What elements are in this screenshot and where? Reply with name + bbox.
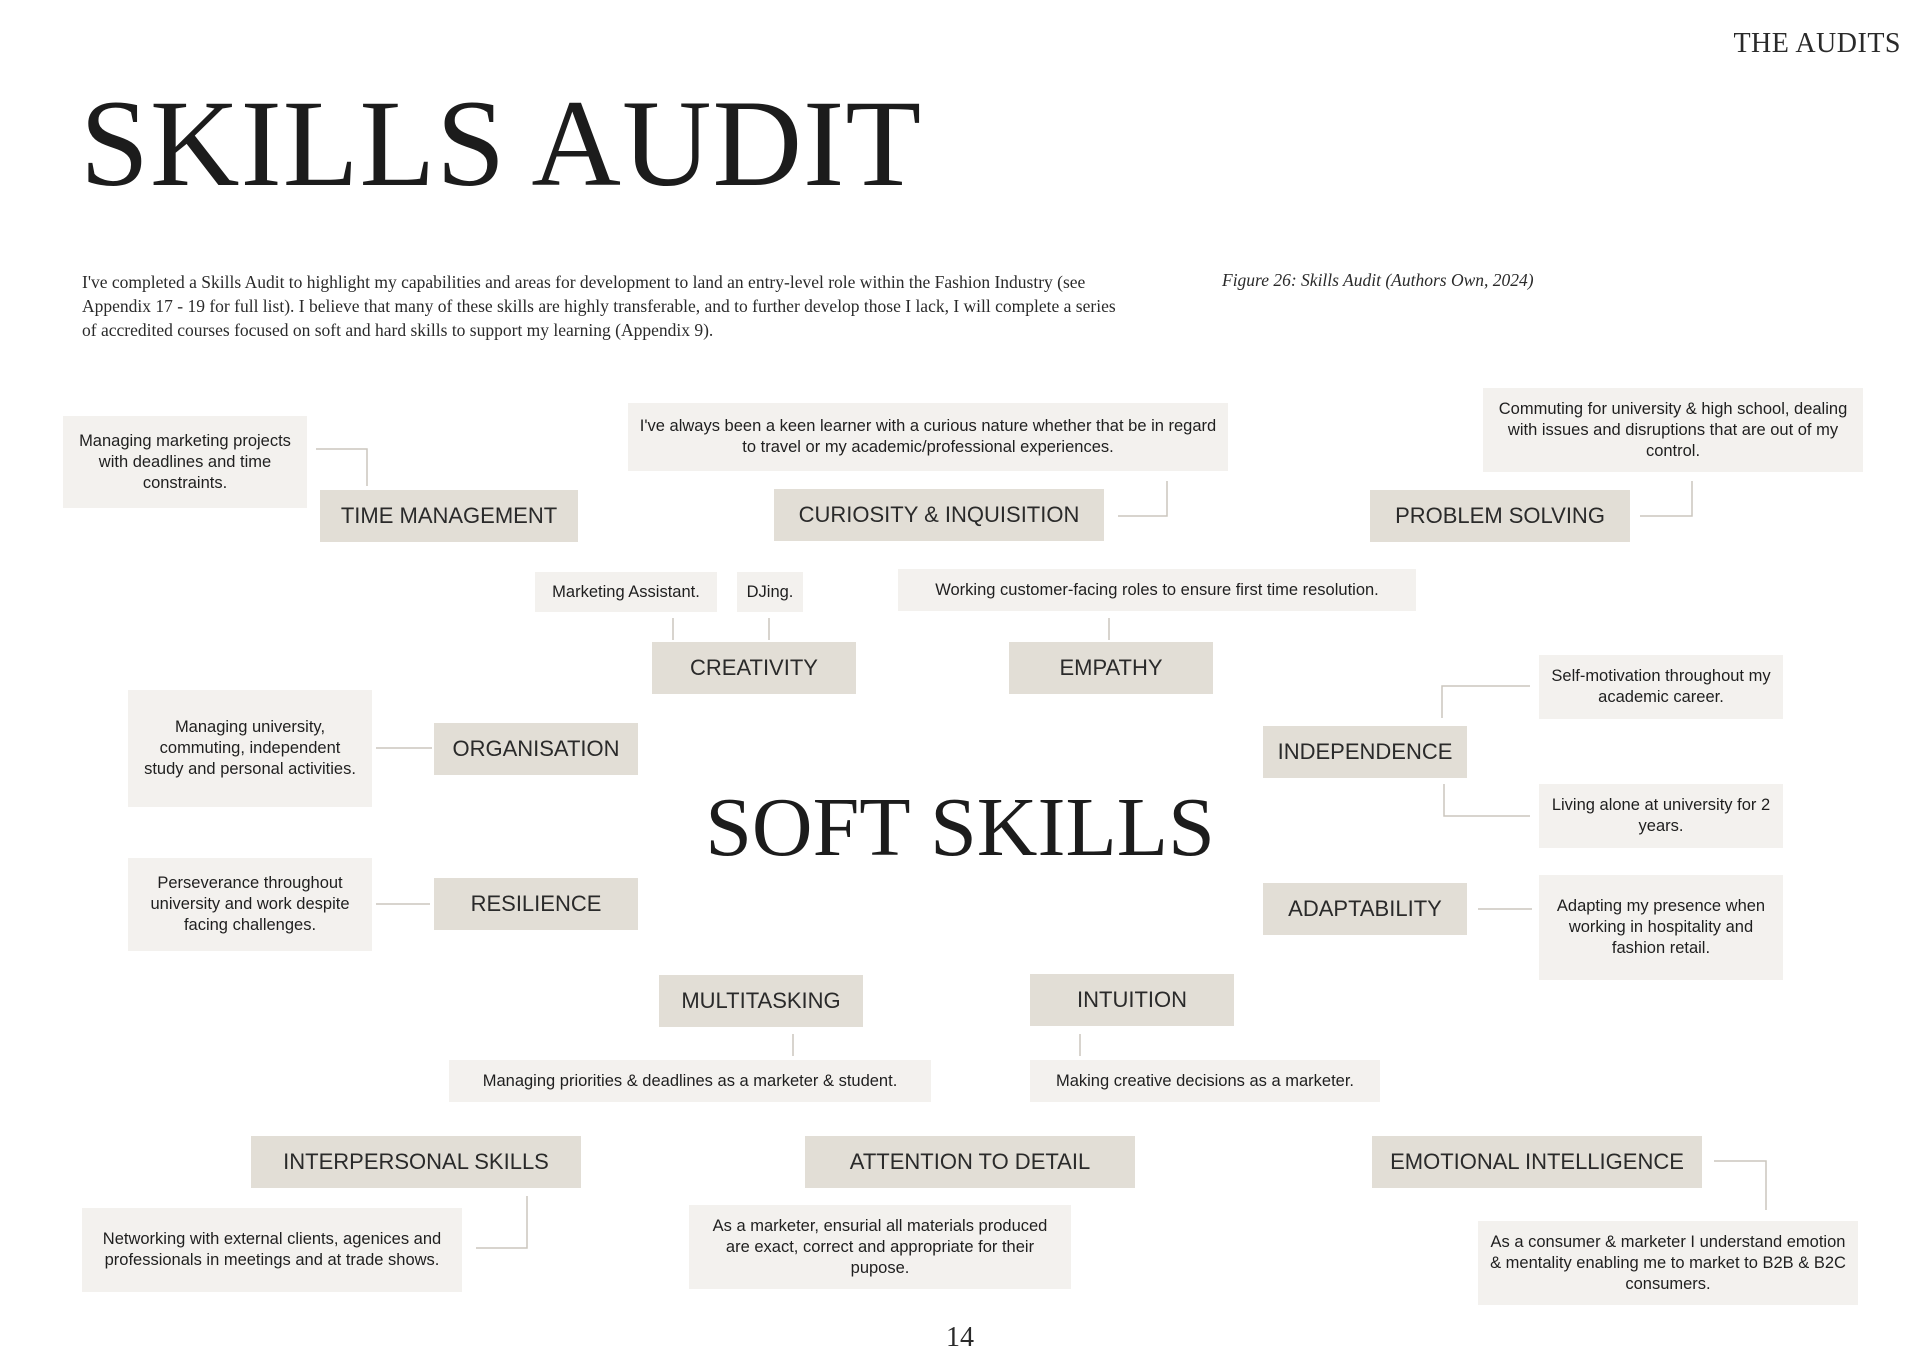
page-title: SKILLS AUDIT [80,75,923,212]
note-independence-1: Self-motivation throughout my academic career. [1539,655,1783,719]
skill-intuition: INTUITION [1030,974,1234,1026]
note-independence-2: Living alone at university for 2 years. [1539,784,1783,848]
connector-independence-2 [1444,784,1530,816]
note-creativity-1: Marketing Assistant. [535,572,717,612]
page-number: 14 [946,1322,974,1353]
connector-independence-1 [1442,686,1530,718]
skill-problem-solving: PROBLEM SOLVING [1370,490,1630,542]
connector-interpersonal [476,1196,527,1248]
connector-emotional [1714,1161,1766,1210]
note-emotional-intelligence: As a consumer & marketer I understand emotion & mentality enabling me to market to B2B & B2C consumers. [1478,1221,1858,1305]
skill-organisation: ORGANISATION [434,723,638,775]
connector-time-management [316,449,367,486]
skill-multitasking: MULTITASKING [659,975,863,1027]
note-attention-to-detail: As a marketer, ensurial all materials produced are exact, correct and appropriate for their pupose. [689,1205,1071,1289]
figure-caption: Figure 26: Skills Audit (Authors Own, 2024) [1222,270,1534,290]
center-title: SOFT SKILLS [705,781,1215,874]
note-organisation: Managing university, commuting, independent study and personal activities. [128,690,372,807]
skill-emotional-intelligence: EMOTIONAL INTELLIGENCE [1372,1136,1702,1188]
connector-curiosity [1118,481,1167,516]
note-empathy: Working customer-facing roles to ensure first time resolution. [898,569,1416,611]
connector-problem-solving [1640,481,1692,516]
skill-resilience: RESILIENCE [434,878,638,930]
note-creativity-2: DJing. [737,572,803,612]
note-resilience: Perseverance throughout university and work despite facing challenges. [128,858,372,951]
note-interpersonal: Networking with external clients, agenices and professionals in meetings and at trade shows. [82,1208,462,1292]
note-intuition: Making creative decisions as a marketer. [1030,1060,1380,1102]
note-time-management: Managing marketing projects with deadlines and time constraints. [63,416,307,508]
skill-curiosity: CURIOSITY & INQUISITION [774,489,1104,541]
skill-empathy: EMPATHY [1009,642,1213,694]
skill-independence: INDEPENDENCE [1263,726,1467,778]
note-adaptability: Adapting my presence when working in hospitality and fashion retail. [1539,875,1783,980]
skill-adaptability: ADAPTABILITY [1263,883,1467,935]
skill-attention-to-detail: ATTENTION TO DETAIL [805,1136,1135,1188]
note-curiosity: I've always been a keen learner with a curious nature whether that be in regard to travel or my academic/professional experiences. [628,403,1228,471]
skill-time-management: TIME MANAGEMENT [320,490,578,542]
note-multitasking: Managing priorities & deadlines as a marketer & student. [449,1060,931,1102]
skill-creativity: CREATIVITY [652,642,856,694]
intro-paragraph: I've completed a Skills Audit to highlight my capabilities and areas for development to land an entry-level role within the Fashion Industry (see Appendix 17 - 19 for full list). I believe that many of these skills are highly transferable, and to further develop those I lack, I will complete a series of accredited courses focused on soft and hard skills to support my learning (Appendix 9). [82,272,1116,340]
section-label: THE AUDITS [1733,28,1901,59]
skill-interpersonal: INTERPERSONAL SKILLS [251,1136,581,1188]
note-problem-solving: Commuting for university & high school, dealing with issues and disruptions that are out of my control. [1483,388,1863,472]
